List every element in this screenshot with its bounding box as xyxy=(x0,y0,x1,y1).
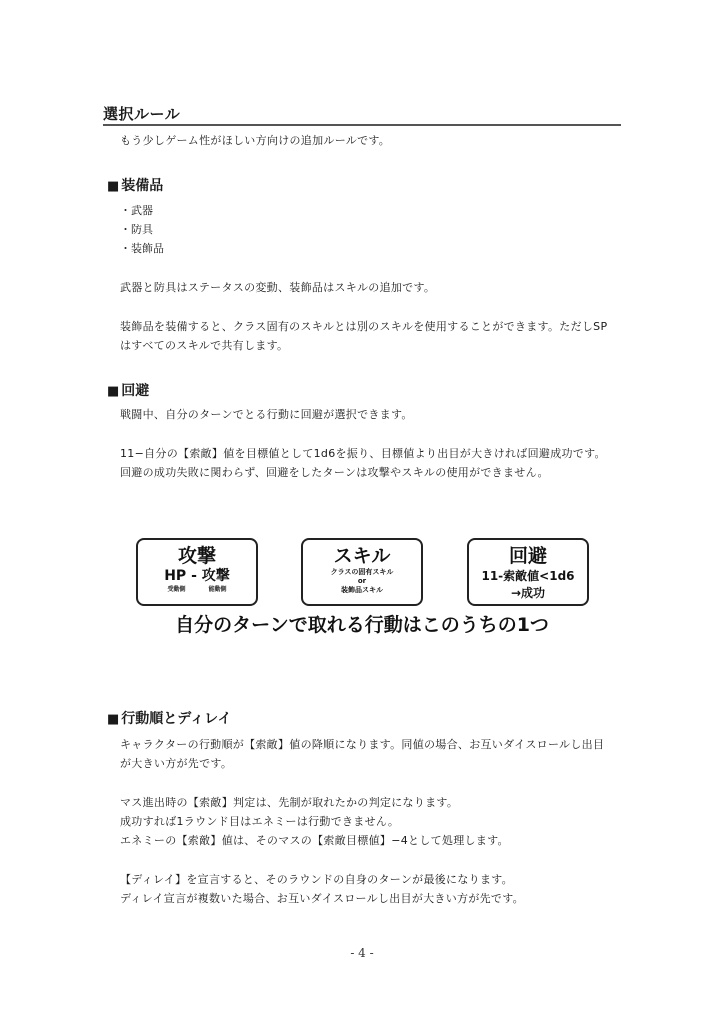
equipment-heading: ■ 装備品 xyxy=(107,178,164,194)
page-title: 選択ルール xyxy=(103,104,621,126)
diagram-caption: 自分のターンで取れる行動はこのうちの1つ xyxy=(175,614,549,636)
paragraph: ディレイ宣言が複数いた場合、お互いダイスロールし出目が大きい方が先です。 xyxy=(120,892,524,905)
paragraph: キャラクターの行動順が【索敵】値の降順になります。同値の場合、お互いダイスロールし出目 xyxy=(120,738,605,751)
passive-side-label: 受動側 xyxy=(167,586,186,593)
list-item: ・装飾品 xyxy=(120,242,164,255)
list-item: ・防具 xyxy=(120,223,153,236)
paragraph: 11−自分の【索敵】値を目標値として1d6を振り、目標値より出目が大きければ回避成功です。 xyxy=(120,447,606,460)
intro-text: もう少しゲーム性がほしい方向けの追加ルールです。 xyxy=(120,134,391,147)
attack-card: 攻撃 HP - 攻撃 受動側 能動側 xyxy=(136,538,258,606)
paragraph: 装飾品を装備すると、クラス固有のスキルとは別のスキルを使用することができます。ただしSP xyxy=(120,320,608,333)
list-item: ・武器 xyxy=(120,204,153,217)
skill-card: スキル クラスの固有スキル or 装飾品スキル xyxy=(301,538,423,606)
page-number: - 4 - xyxy=(350,946,374,960)
order-heading: ■ 行動順とディレイ xyxy=(107,711,232,727)
attack-formula: HP - 攻撃 xyxy=(164,568,230,584)
evade-card: 回避 11-索敵値<1d6 →成功 xyxy=(467,538,589,606)
paragraph: 武器と防具はステータスの変動、装飾品はスキルの追加です。 xyxy=(120,281,436,294)
square-bullet-icon: ■ xyxy=(107,712,120,727)
paragraph: 【ディレイ】を宣言すると、そのラウンドの自身のターンが最後になります。 xyxy=(120,873,513,886)
paragraph: 戦闘中、自分のターンでとる行動に回避が選択できます。 xyxy=(120,408,413,421)
square-bullet-icon: ■ xyxy=(107,179,120,194)
active-side-label: 能動側 xyxy=(208,586,227,593)
paragraph: はすべてのスキルで共有します。 xyxy=(120,339,289,352)
evasion-heading: ■ 回避 xyxy=(107,383,150,399)
square-bullet-icon: ■ xyxy=(107,384,120,399)
paragraph: が大きい方が先です。 xyxy=(120,757,233,770)
paragraph: マス進出時の【索敵】判定は、先制が取れたかの判定になります。 xyxy=(120,796,459,809)
paragraph: エネミーの【索敵】値は、そのマスの【索敵目標値】−4として処理します。 xyxy=(120,834,509,847)
paragraph: 成功すれば1ラウンド目はエネミーは行動できません。 xyxy=(120,815,400,828)
paragraph: 回避の成功失敗に関わらず、回避をしたターンは攻撃やスキルの使用ができません。 xyxy=(120,466,549,479)
